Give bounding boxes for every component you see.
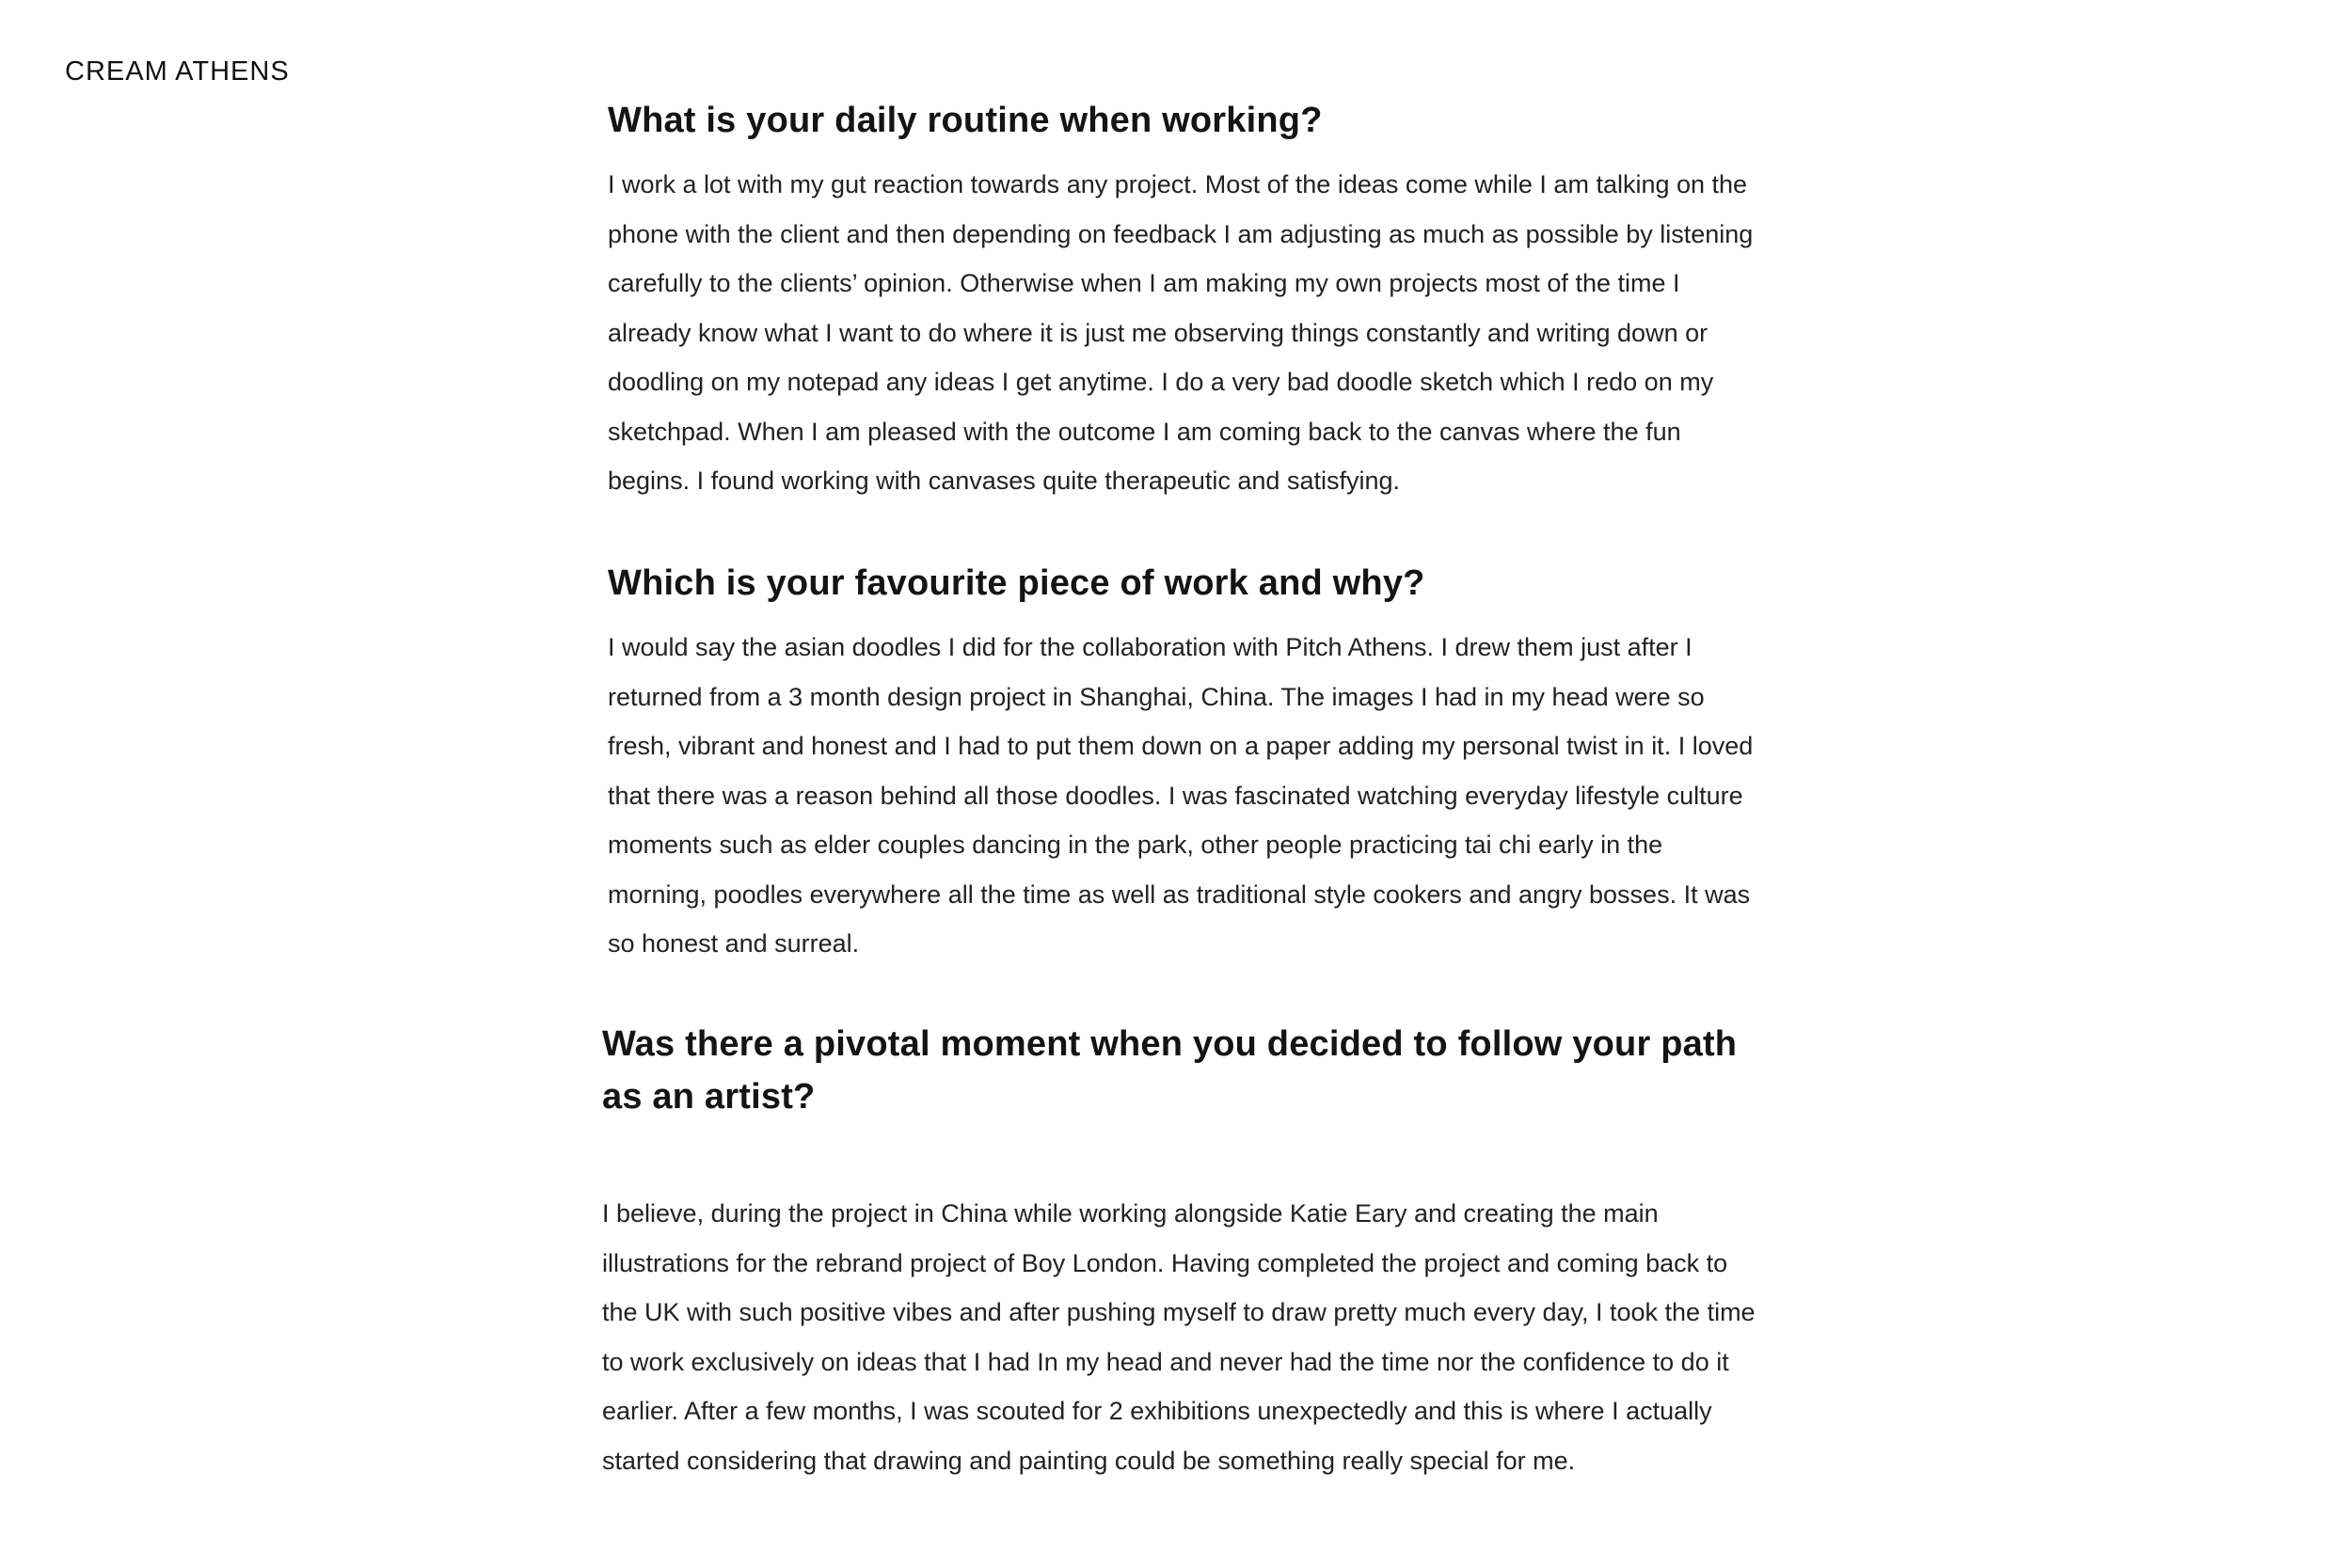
question-heading: What is your daily routine when working? bbox=[608, 101, 1323, 140]
qa-block bbox=[608, 94, 1765, 506]
qa-block bbox=[608, 557, 1765, 969]
answer-text: I would say the asian doodles I did for the collaboration with Pitch Athens. I drew them just after I returned from a 3 month design project in Shanghai, China. The images I had in my head were so fresh, vibrant and honest and I had to put them down on a paper adding my personal twist in it. I loved that there was a reason behind all those doodles. I was fascinated watching everyday lifestyle culture moments such as elder couples dancing in the park, other people practicing tai chi early in the morning, poodles everywhere all the time as well as traditional style cookers and angry bosses. It was so honest and surreal. bbox=[608, 633, 1754, 958]
question-heading: Was there a pivotal moment when you decided to follow your path as an artist? bbox=[602, 1024, 1738, 1117]
site-logo[interactable]: CREAM ATHENS bbox=[65, 56, 290, 87]
answer-text: I work a lot with my gut reaction towards any project. Most of the ideas come while I am talking on the phone with the client and then depending on feedback I am adjusting as much as possible by listening carefully to the clients’ opinion. Otherwise when I am making my own projects most of the time I already know what I want to do where it is just me observing things constantly and writing down or doodling on my notepad any ideas I get anytime. I do a very bad doodle sketch which I redo on my sketchpad. When I am pleased with the outcome I am coming back to the canvas where the fun begins. I found working with canvases quite therapeutic and satisfying. bbox=[608, 170, 1754, 495]
question-heading: Which is your favourite piece of work and why? bbox=[608, 563, 1425, 603]
qa-block bbox=[602, 1018, 1759, 1485]
answer-text: I believe, during the project in China while working alongside Katie Eary and creating the main illustrations for the rebrand project of Boy London. Having completed the project and coming back to the UK with such positive vibes and after pushing myself to draw pretty much every day, I took the time to work exclusively on ideas that I had In my head and never had the time nor the confidence to do it earlier. After a few months, I was scouted for 2 exhibitions unexpectedly and this is where I actually started considering that drawing and painting could be something really special for me. bbox=[602, 1199, 1756, 1475]
